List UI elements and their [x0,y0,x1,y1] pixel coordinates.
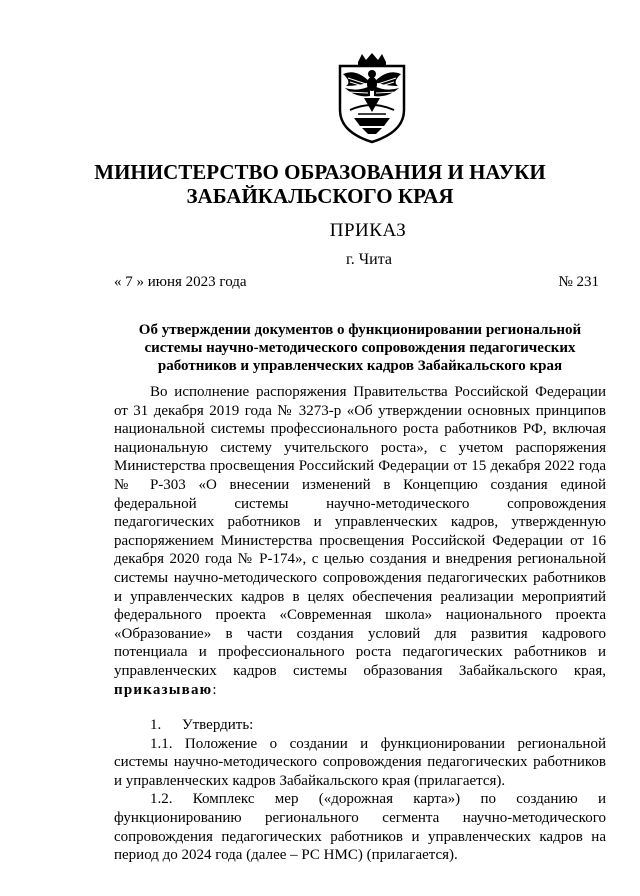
order-number: № 231 [558,274,599,290]
item-1 [114,716,606,735]
intro-paragraph [114,383,606,699]
intro-text: Во исполнение распоряжения Правительства Российской Федерации от 31 декабря 2019 года № 3273-р «Об утверждении основных принципов национальной системы профессионального роста работников РФ, включая национальную систему учительского роста», с учетом распоряжения Министерства просвещения Российский Федерации от 15 декабря 2022 года № Р-303 «О внесении изменений в Концепцию создания единой федеральной системы научно-методического сопровождения педагогических работников и управленческих кадров, утвержденную распоряжением Министерства просвещения Российской Федерации от 16 декабря 2020 года № Р-174», с целью создания и внедрения региональной системы научно-методического сопровождения педагогических работников и управленческих кадров в целях обеспечения реализации мероприятий федерального проекта «Современная школа» национального проекта «Образование» в части создания условий для развития кадрового потенциала и профессионального роста педагогических работников и управленческих кадров системы образования Забайкальского края, [114,384,606,679]
item-1-1: 1.1. Положение о создании и функционировании региональной системы научно-методического сопровождения педагогических работников и управленческих кадров Забайкальского края (прилагается). [114,735,606,789]
order-body [114,383,606,865]
order-date: « 7 » июня 2023 года [114,274,247,290]
order-subject: Об утверждении документов о функционировании региональной системы научно-методического сопровождения педагогических работников и управленческих кадров Забайкальского края [138,322,582,374]
ministry-name-line2: ЗАБАЙКАЛЬСКОГО КРАЯ [186,184,454,208]
order-word: приказываю [114,681,213,698]
document-type-title: ПРИКАЗ [329,220,407,241]
city-label: г. Чита [345,251,392,268]
order-word-suffix: : [212,681,217,698]
item-1-text: Утвердить: [182,717,254,734]
ministry-name-line1: МИНИСТЕРСТВО ОБРАЗОВАНИЯ И НАУКИ [94,160,546,184]
item-1-number: 1. [150,717,162,734]
coat-of-arms-emblem-icon [328,52,416,144]
item-1-2: 1.2. Комплекс мер («дорожная карта») по созданию и функционированию регионального сегмента научно-методического сопровождения педагогических работников и управленческих кадров на период до 2024 года (далее – РС НМС) (прилагается). [114,791,606,864]
